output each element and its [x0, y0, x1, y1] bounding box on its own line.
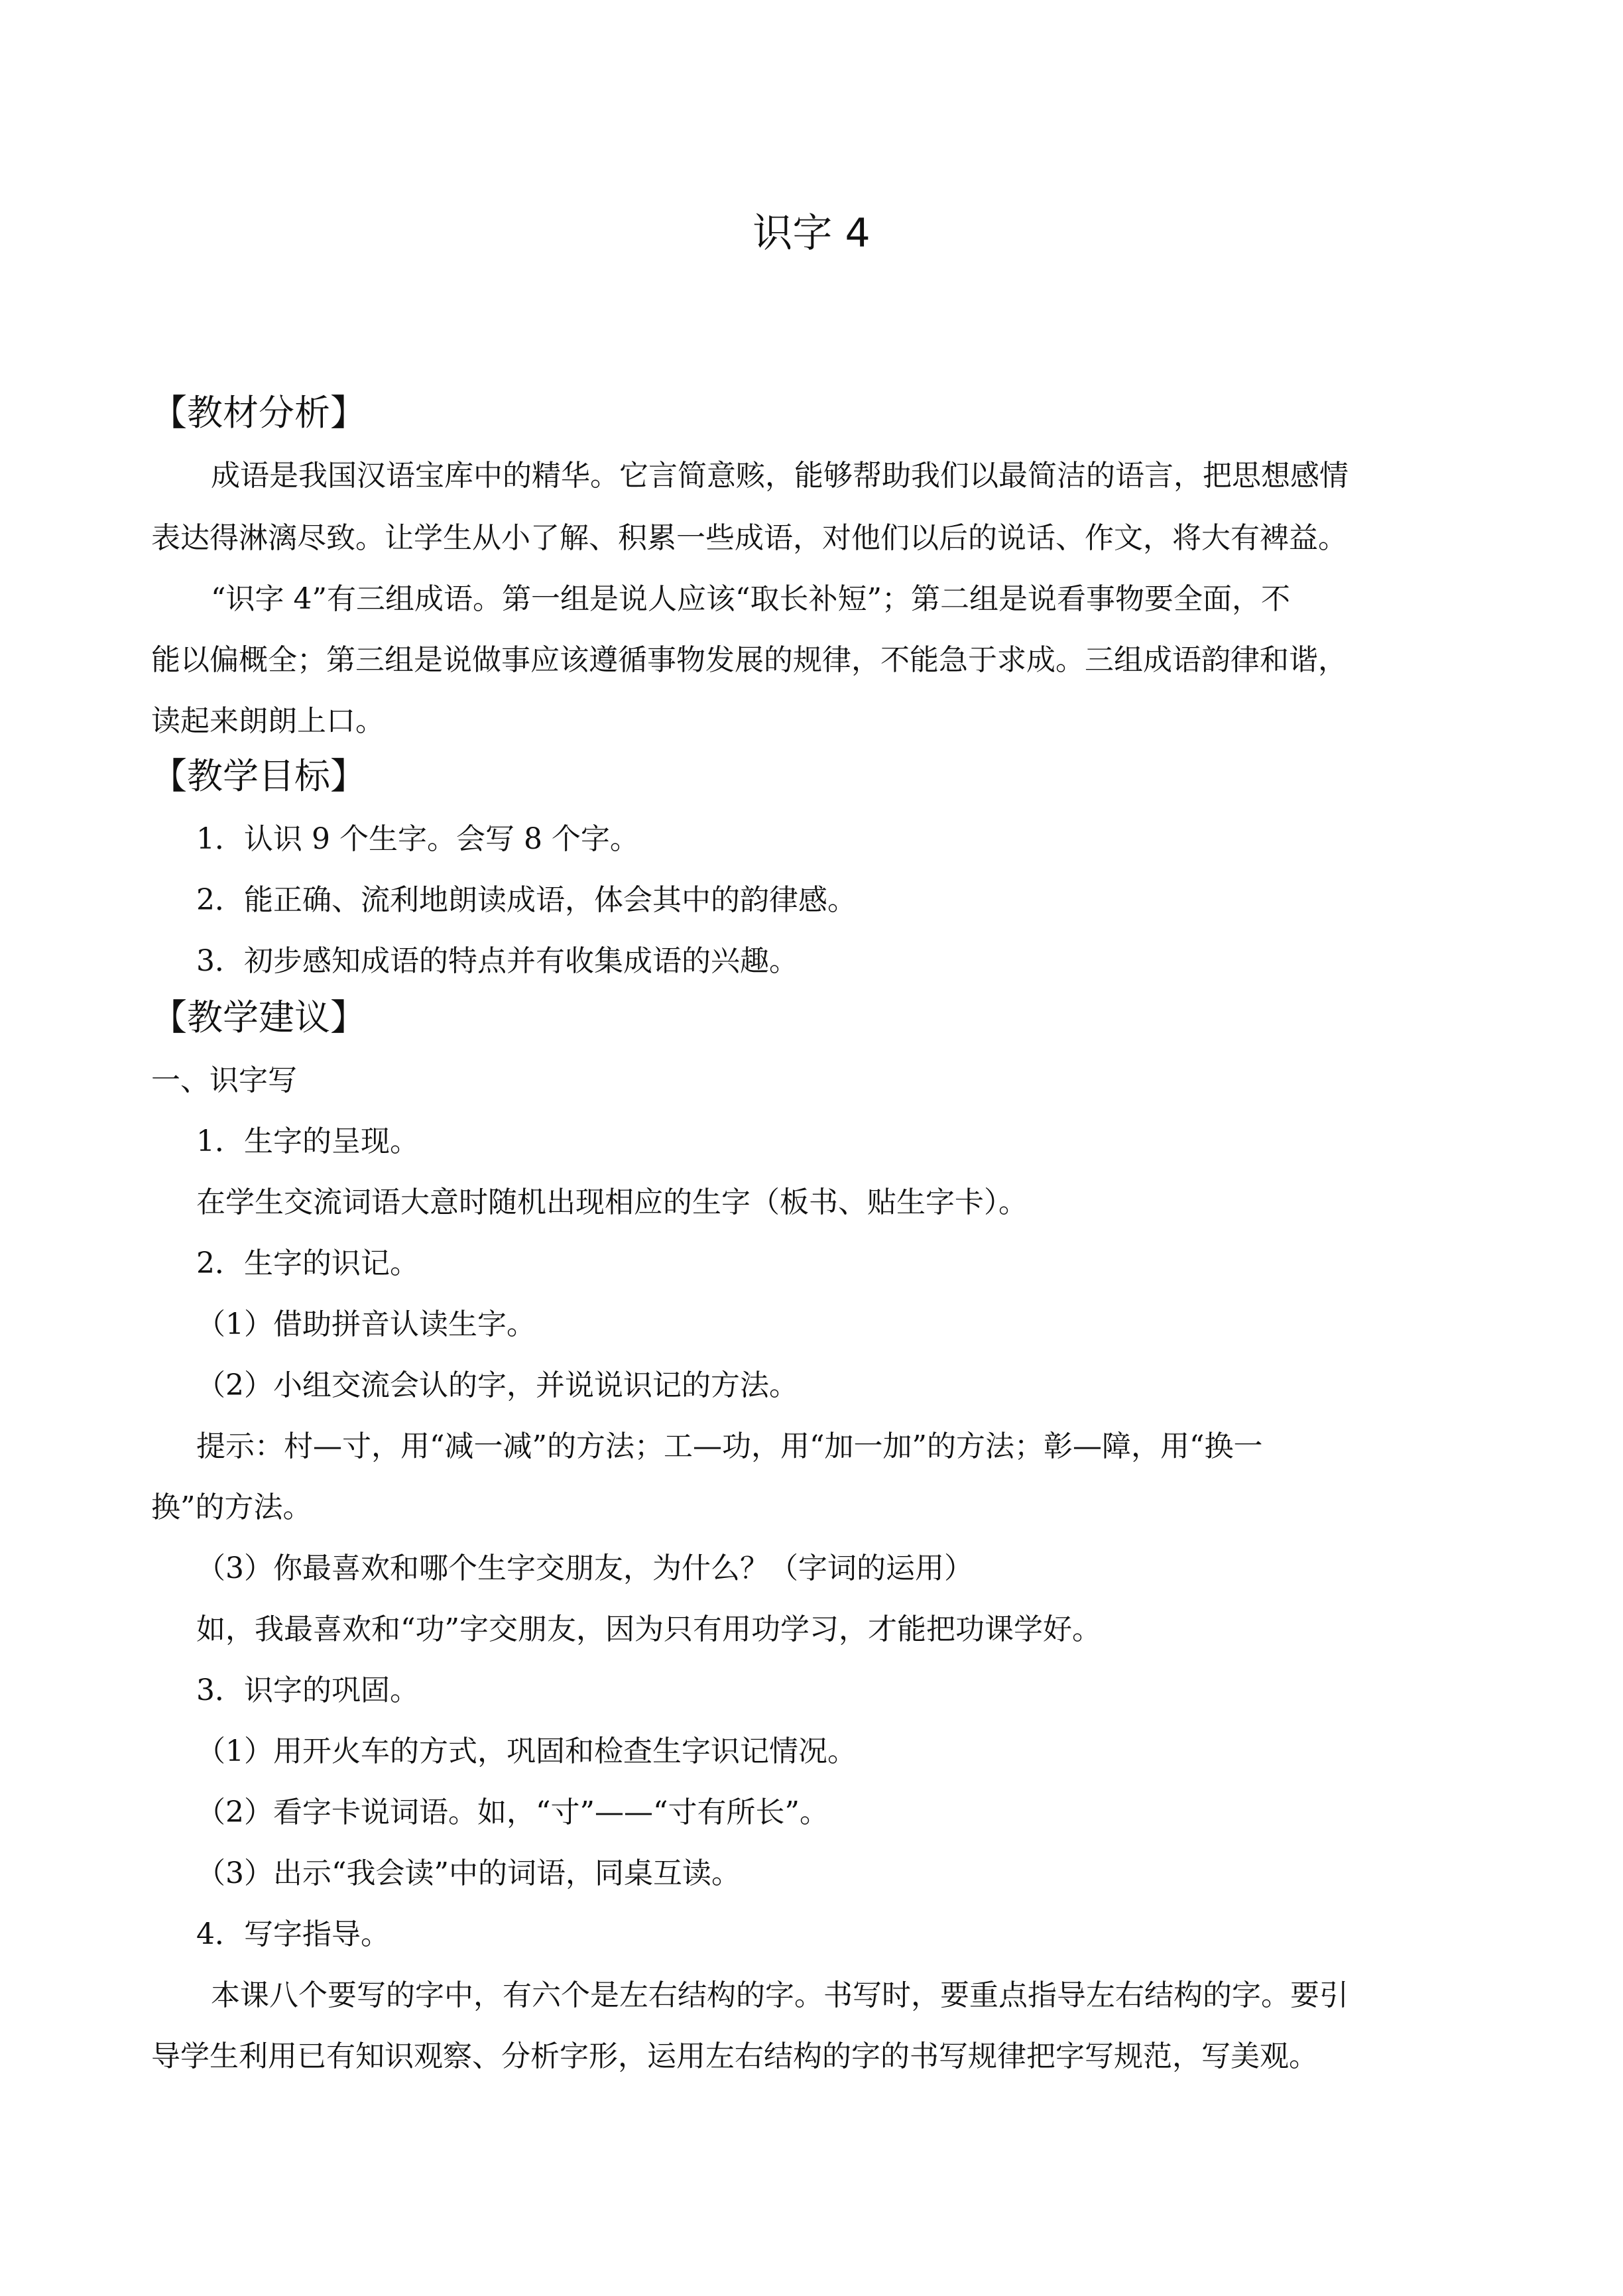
goal-item: 3．初步感知成语的特点并有收集成语的兴趣。 — [196, 944, 798, 978]
paragraph-line: 表达得淋漓尽致。让学生从小了解、积累一些成语，对他们以后的说话、作文，将大有裨益。 — [151, 521, 1347, 555]
paragraph-line: 能以偏概全；第三组是说做事应该遵循事物发展的规律，不能急于求成。三组成语韵律和谐， — [151, 643, 1347, 677]
list-item: （2）小组交流会认的字，并说说识记的方法。 — [196, 1368, 798, 1402]
list-item: （2）看字卡说词语。如，“寸”——“寸有所长”。 — [196, 1795, 829, 1829]
paragraph-line: 提示：村—寸，用“减一减”的方法；工—功，用“加一加”的方法；彰—障，用“换一 — [196, 1429, 1263, 1463]
paragraph-line: 在学生交流词语大意时随机出现相应的生字（板书、贴生字卡）。 — [196, 1185, 1028, 1219]
section-heading-advice: 【教学建议】 — [151, 997, 366, 1038]
step-heading: 3．识字的巩固。 — [196, 1673, 419, 1707]
paragraph-line: 换”的方法。 — [151, 1490, 312, 1524]
goal-item: 1．认识 9 个生字。会写 8 个字。 — [196, 822, 639, 856]
paragraph-line: 读起来朗朗上口。 — [151, 704, 385, 738]
paragraph-line: 如，我最喜欢和“功”字交朋友，因为只有用功学习，才能把功课学好。 — [196, 1612, 1101, 1646]
paragraph-line: 本课八个要写的字中，有六个是左右结构的字。书写时，要重点指导左右结构的字。要引 — [211, 1978, 1349, 2012]
paragraph-line: 导学生利用已有知识观察、分析字形，运用左右结构的字的书写规律把字写规范，写美观。 — [151, 2039, 1318, 2073]
section-heading-goals: 【教学目标】 — [151, 755, 366, 797]
goal-item: 2．能正确、流利地朗读成语，体会其中的韵律感。 — [196, 883, 857, 917]
paragraph-line: “识字 4”有三组成语。第一组是说人应该“取长补短”；第二组是说看事物要全面，不 — [211, 582, 1290, 616]
list-item: （1）借助拼音认读生字。 — [196, 1307, 536, 1341]
list-item: （1）用开火车的方式，巩固和检查生字识记情况。 — [196, 1734, 857, 1768]
section-heading-analysis: 【教材分析】 — [151, 392, 366, 434]
subsection-heading: 一、识字写 — [151, 1063, 297, 1097]
paragraph-line: 成语是我国汉语宝库中的精华。它言简意赅，能够帮助我们以最简洁的语言，把思想感情 — [211, 459, 1349, 493]
page-title: 识字 4 — [752, 210, 871, 257]
step-heading: 2．生字的识记。 — [196, 1246, 419, 1280]
step-heading: 4．写字指导。 — [196, 1917, 390, 1951]
list-item: （3）你最喜欢和哪个生字交朋友，为什么？（字词的运用） — [196, 1551, 973, 1585]
list-item: （3）出示“我会读”中的词语，同桌互读。 — [196, 1856, 741, 1890]
step-heading: 1．生字的呈现。 — [196, 1124, 419, 1158]
